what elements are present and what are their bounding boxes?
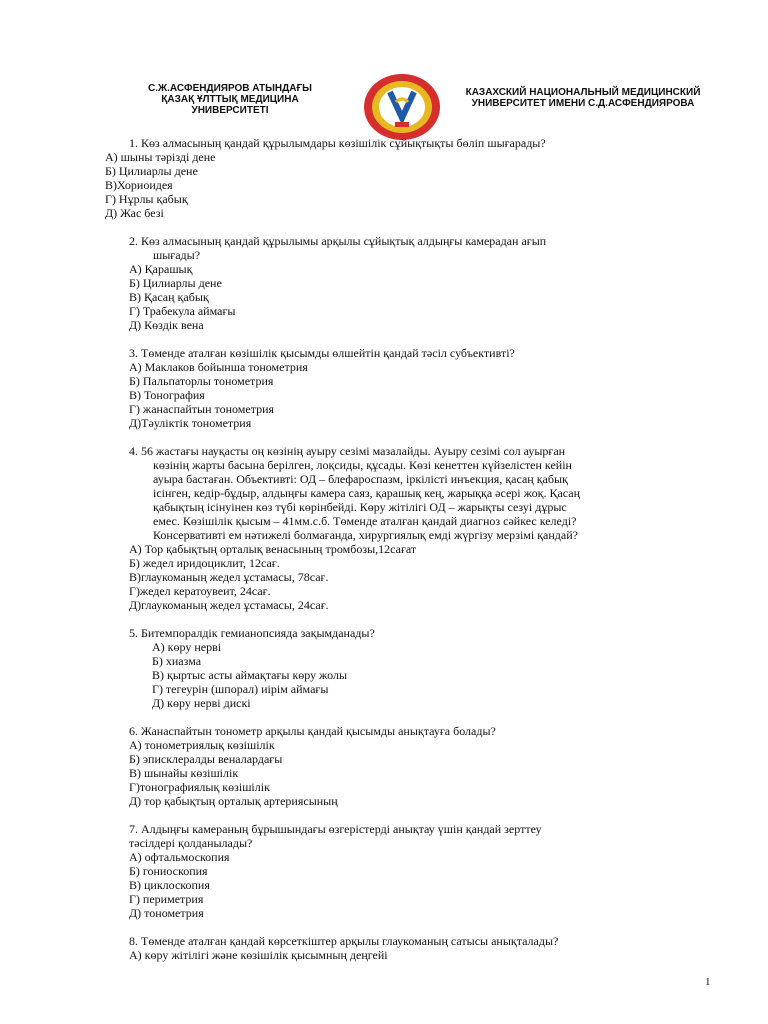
question-text: 3. Төменде аталған көзішілік қысымды өлшейтін қандай тәсіл субъективті? (129, 346, 515, 360)
answer-option: Г) периметрия (129, 892, 204, 906)
answer-option: В)глаукоманың жедел ұстамасы, 78сағ. (129, 570, 329, 584)
question-text: 6. Жанаспайтын тонометр арқылы қандай қысымды анықтауға болады? (129, 724, 496, 738)
answer-option: А) көру жітілігі және көзішілік қысымның деңгейі (129, 948, 388, 962)
question-6 (129, 724, 496, 738)
university-logo (362, 72, 442, 142)
answer-option: Д) тонометрия (129, 906, 204, 920)
answer-option: Б) Пальпаторлы тонометрия (129, 374, 274, 388)
answer-option: В)Хориоидея (105, 178, 173, 192)
question-text: 5. Битемпоралдік гемианопсияда зақымданады? (129, 626, 375, 640)
answer-option: Б) Цилиарлы дене (105, 164, 198, 178)
question-text: 2. Көз алмасының қандай құрылымы арқылы сұйықтық алдыңғы камерадан ағып (129, 234, 547, 248)
question-text: шығады? (153, 248, 201, 262)
question-text: 1. Көз алмасының қандай құрылымдары көзішілік сұйықтықты бөліп шығарады? (129, 136, 546, 150)
answer-option: В) циклоскопия (129, 878, 210, 892)
answer-option: Г) Нұрлы қабық (105, 192, 188, 206)
question-3 (129, 346, 515, 360)
logo-ribbon (395, 122, 409, 127)
answer-option: Г)тонографиялық көзішілік (129, 780, 270, 794)
question-text: тәсілдері қолданылады? (129, 836, 253, 850)
answer-option: Б) эписклералды веналардағы (129, 752, 283, 766)
answer-option: Д) көру нерві дискі (152, 696, 251, 710)
university-name-kazakh (110, 83, 350, 116)
answer-option: А) Тор қабықтың орталық венасының тромбозы,12сағат (129, 542, 417, 556)
university-name-russian (448, 87, 718, 109)
answer-option: В) шынайы көзішілік (129, 766, 239, 780)
question-8 (129, 934, 558, 948)
answer-option: В) Тонография (129, 388, 205, 402)
question-1 (129, 136, 546, 150)
header-left-line: УНИВЕРСИТЕТІ (191, 105, 269, 116)
answer-option: Б) жедел иридоциклит, 12сағ. (129, 556, 280, 570)
header-left-line: ҚАЗАҚ ҰЛТТЫҚ МЕДИЦИНА (161, 94, 299, 105)
answer-option: Б) хиазма (152, 654, 202, 668)
answer-option: А) офтальмоскопия (129, 850, 230, 864)
header-left-line: С.Ж.АСФЕНДИЯРОВ АТЫНДАҒЫ (148, 83, 312, 94)
answer-option: А) көру нерві (152, 640, 222, 654)
answer-option: Д)глаукоманың жедел ұстамасы, 24сағ. (129, 598, 329, 612)
question-text: 7. Алдыңғы камераның бұрышындағы өзгерістерді анықтау үшін қандай зерттеу (129, 822, 542, 836)
answer-option: А) Маклаков бойынша тонометрия (129, 360, 308, 374)
answer-option: А) тонометриялық көзішілік (129, 738, 275, 752)
header-right-line: УНИВЕРСИТЕТ ИМЕНИ С.Д.АСФЕНДИЯРОВА (471, 98, 695, 109)
answer-option: Д) Жас безі (105, 206, 164, 220)
question-text: 4. 56 жастағы науқасты оң көзінің ауыру сезімі мазалайды. Ауыру сезімі сол ауырған (129, 444, 566, 458)
question-text: емес. Көзішілік қысым – 41мм.с.б. Төменде аталған қандай диагноз сәйкес келеді? (153, 514, 577, 528)
question-text: ауыра бастаған. Объективті: ОД – блефароспазм, іркілісті инъекция, қасаң қабық (153, 472, 568, 486)
answer-option: А) Қарашық (129, 262, 193, 276)
answer-option: А) шыны тәрізді дене (105, 150, 216, 164)
answer-option: В) Қасаң қабық (129, 290, 209, 304)
question-7 (129, 822, 542, 850)
question-5 (129, 626, 375, 640)
answer-option: Д) тор қабықтың орталық артериясының (129, 794, 338, 808)
answer-option: Д) Көздік вена (129, 318, 204, 332)
answer-option: Г) Трабекула аймағы (129, 304, 236, 318)
answer-option: Г)жедел кератоувеит, 24сағ. (129, 584, 271, 598)
answer-option: Г) тегеурін (шпорал) иірім аймағы (152, 682, 329, 696)
header-right-line: КАЗАХСКИЙ НАЦИОНАЛЬНЫЙ МЕДИЦИНСКИЙ (465, 87, 701, 98)
question-text: көзінің жарты басына берілген, лоқсиды, құсады. Көзі кенеттен күйзелістен кейін (153, 458, 572, 472)
question-text: қабықтың ісінуінен көз түбі көрінбейді. Көру жітілігі ОД – жарықты сезуі дұрыс (153, 500, 567, 514)
answer-option: Д)Тәуліктік тонометрия (129, 416, 252, 430)
answer-option: Г) жанаспайтын тонометрия (129, 402, 275, 416)
page-number: 1 (705, 976, 711, 988)
question-text: Консервативті ем нәтижелі болмағанда, хирургиялық емді жүргізу мерзімі қандай? (153, 528, 578, 542)
question-text: 8. Төменде аталған қандай көрсеткіштер арқылы глаукоманың сатысы анықталады? (129, 934, 559, 948)
question-2 (129, 234, 546, 262)
answer-option: В) қыртыс асты аймақтағы көру жолы (152, 668, 347, 682)
answer-option: Б) Цилиарлы дене (129, 276, 222, 290)
question-text: ісінген, кедір-бұдыр, алдыңғы камера саяз, қарашық кең, жарыққа әсері жоқ. Қасаң (153, 486, 581, 500)
answer-option: Б) гониоскопия (129, 864, 208, 878)
question-4 (129, 444, 580, 542)
